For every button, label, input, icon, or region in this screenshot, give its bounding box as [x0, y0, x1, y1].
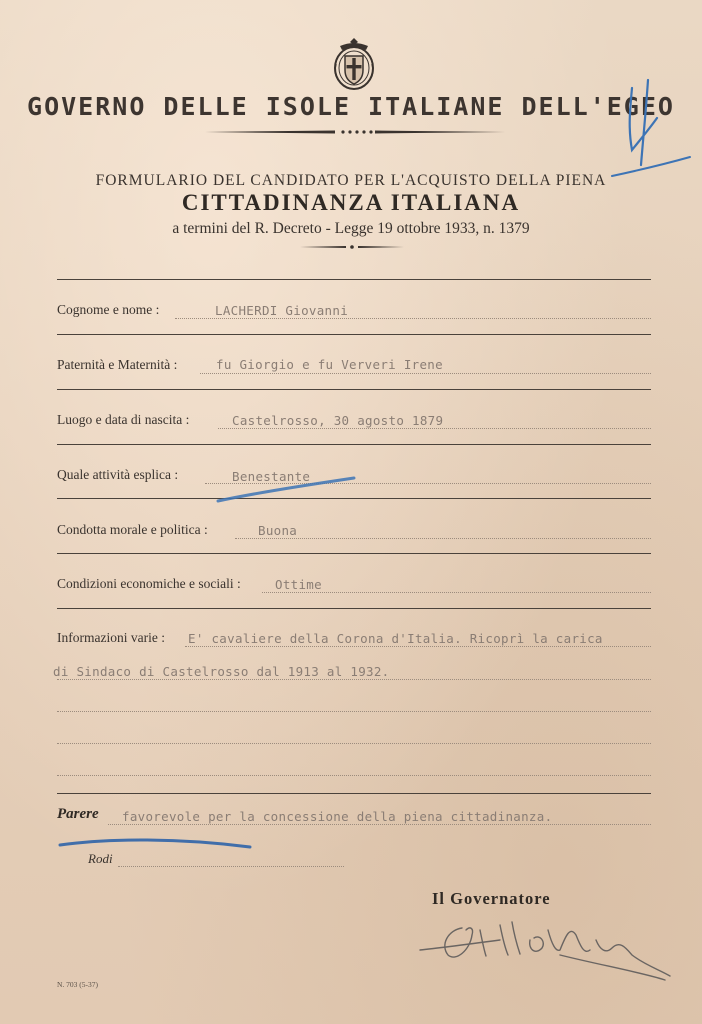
field-rule: [57, 334, 651, 335]
field-label-info: Informazioni varie :: [57, 630, 165, 645]
section-rule: [57, 793, 651, 794]
field-value-name: LACHERDI Giovanni: [215, 303, 349, 318]
place-label: Rodi: [88, 851, 113, 866]
field-rule: [57, 389, 651, 390]
field-dotted-line: [218, 428, 651, 429]
field-dotted-line: [200, 373, 651, 374]
blue-pencil-underline-opinion: [60, 840, 250, 847]
field-value-info-continued: di Sindaco di Castelrosso dal 1913 al 1932.: [53, 664, 390, 679]
place-dotted-line: [118, 866, 344, 867]
form-title: FORMULARIO DEL CANDIDATO PER L'ACQUISTO DELLA PIENA: [95, 172, 607, 189]
main-title: CITTADINANZA ITALIANA: [181, 190, 521, 215]
field-dotted-line: [235, 538, 651, 539]
field-dotted-line: [185, 646, 651, 647]
field-label-economics: Condizioni economiche e sociali :: [57, 576, 241, 591]
decree-reference: a termini del R. Decreto - Legge 19 ottobre 1933, n. 1379: [172, 220, 530, 237]
opinion-label: Parere: [57, 806, 99, 822]
opinion-value: favorevole per la concessione della piena cittadinanza.: [122, 809, 553, 824]
field-dotted-line: [57, 775, 651, 776]
form-number: N. 703 (5-37): [57, 980, 99, 989]
authority-title: GOVERNO DELLE ISOLE ITALIANE DELL'EGEO: [27, 92, 675, 121]
field-dotted-line: [175, 318, 651, 319]
field-value-economics: Ottime: [275, 577, 322, 592]
section-rule: [57, 279, 651, 280]
field-label-birth: Luogo e data di nascita :: [57, 412, 190, 427]
royal-crest-icon: [330, 36, 378, 92]
title-ornament: [205, 128, 505, 136]
field-dotted-line: [57, 679, 651, 680]
field-value-info: E' cavaliere della Corona d'Italia. Ricoprì la carica: [188, 631, 603, 646]
field-rule: [57, 608, 651, 609]
field-dotted-line: [57, 711, 651, 712]
field-label-name: Cognome e nome :: [57, 302, 160, 317]
field-value-activity: Benestante: [232, 469, 311, 484]
field-label-activity: Quale attività esplica :: [57, 467, 179, 482]
field-dotted-line: [262, 592, 651, 593]
field-dotted-line: [108, 824, 651, 825]
governor-title: Il Governatore: [432, 889, 551, 908]
field-label-conduct: Condotta morale e politica :: [57, 522, 208, 537]
field-value-parents: fu Giorgio e fu Ververi Irene: [216, 357, 443, 372]
field-value-conduct: Buona: [258, 523, 298, 538]
field-rule: [57, 553, 651, 554]
field-rule: [57, 498, 651, 499]
field-value-birth: Castelrosso, 30 agosto 1879: [232, 413, 444, 428]
field-rule: [57, 444, 651, 445]
field-label-parents: Paternità e Maternità :: [57, 357, 178, 372]
field-dotted-line: [57, 743, 651, 744]
governor-signature: [420, 922, 670, 980]
decree-ornament: [300, 244, 404, 250]
